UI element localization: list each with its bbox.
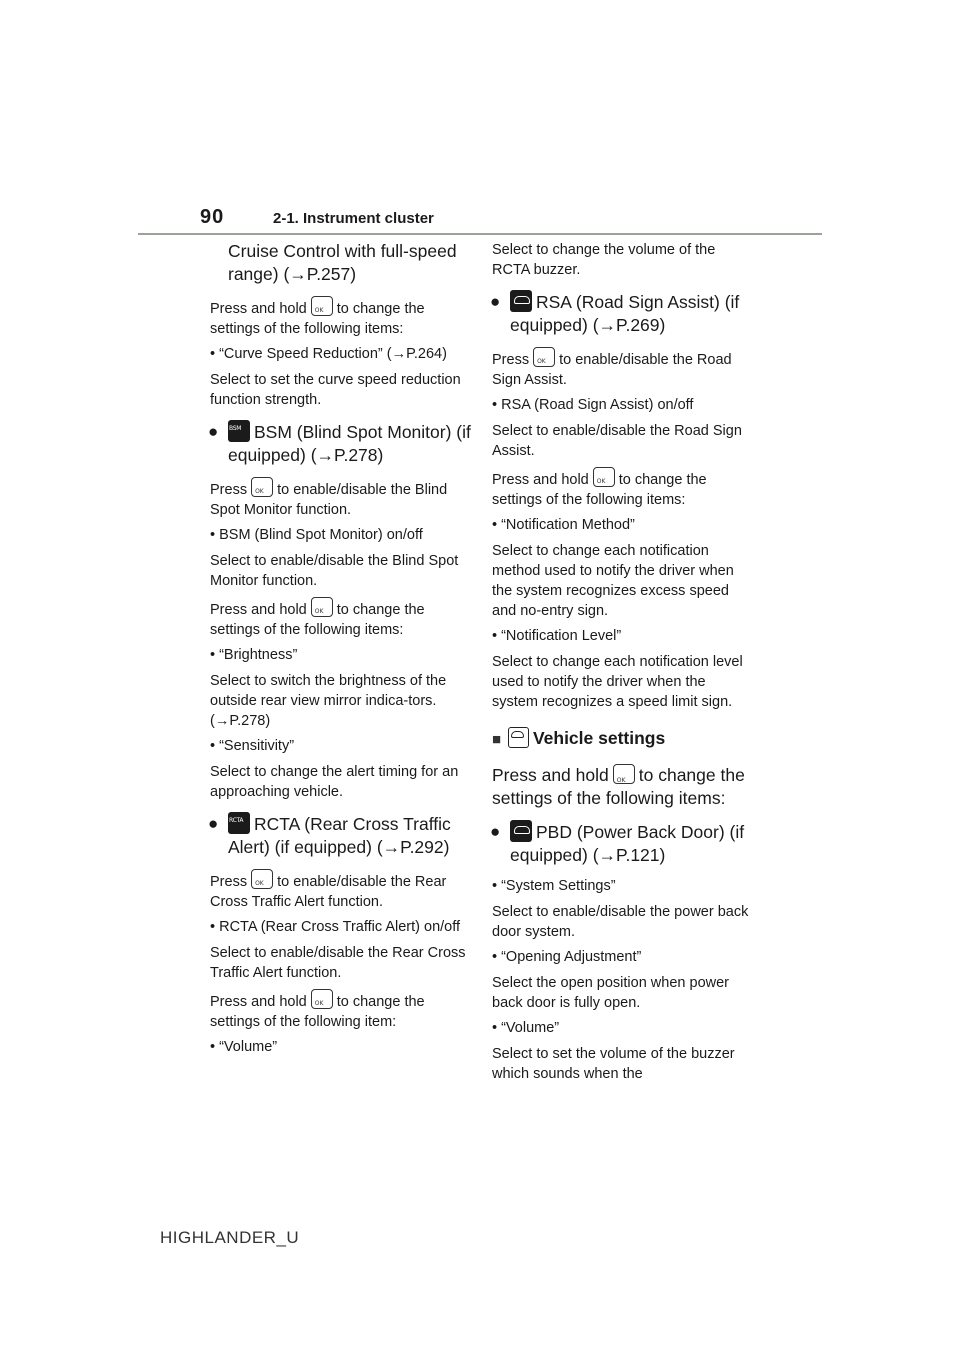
ok-button-icon bbox=[593, 467, 615, 487]
paragraph: PressOK to enable/disable the Rear Cross Traffic Alert function. bbox=[210, 869, 472, 912]
footer-model: HIGHLANDER_U bbox=[160, 1228, 300, 1247]
paragraph: Select to change the volume of the RCTA buzzer. bbox=[492, 242, 716, 278]
bsm-heading: ● BSM BSM (Blind Spot Monitor) (if equipped) (→P.278) bbox=[208, 422, 471, 465]
list-item: • “Volume” bbox=[210, 1039, 278, 1055]
list-item: • “Notification Level” bbox=[492, 628, 622, 644]
list-item: • “System Settings” bbox=[492, 878, 616, 894]
list-item: • “Curve Speed Reduction” (→P.264) bbox=[210, 346, 447, 362]
paragraph: Select to change the alert timing for an approaching vehicle. bbox=[210, 764, 459, 800]
paragraph: Select to switch the brightness of the outside rear view mirror indica-tors. (→P.278) bbox=[210, 673, 447, 729]
paragraph: Select to enable/disable the power back door system. bbox=[492, 904, 749, 940]
ok-button-icon bbox=[251, 869, 273, 889]
paragraph: Select to enable/disable the Rear Cross Traffic Alert function. bbox=[210, 945, 466, 981]
paragraph: Select to change each notification level used to notify the driver when the system recognizes a speed limit sign. bbox=[492, 654, 743, 710]
vehicle-settings-icon bbox=[508, 727, 529, 748]
power-back-door-icon bbox=[510, 820, 532, 842]
list-item: • “Notification Method” bbox=[492, 517, 635, 533]
continued-line-2: range) (→P.257) bbox=[228, 264, 357, 284]
paragraph: Select the open position when power back door is fully open. bbox=[492, 975, 729, 1011]
paragraph: PressOK to enable/disable the Road Sign Assist. bbox=[492, 347, 754, 390]
left-column bbox=[210, 240, 472, 1063]
paragraph: Select to set the curve speed reduction function strength. bbox=[210, 372, 461, 408]
bullet-icon: ● bbox=[208, 422, 219, 441]
paragraph: Press and holdOK to change the settings of the following item: bbox=[210, 989, 472, 1032]
ok-button-icon bbox=[311, 597, 333, 617]
bullet-icon: ● bbox=[208, 814, 219, 833]
list-item: • “Volume” bbox=[492, 1020, 560, 1036]
pbd-heading: ● PBD (Power Back Door) (if equipped) (→P.121) bbox=[490, 822, 745, 865]
vehicle-settings-intro: Press and holdOK to change the settings of the following items: bbox=[492, 764, 754, 810]
continued-line-1: Cruise Control with full-speed bbox=[228, 241, 457, 261]
list-item: • “Sensitivity” bbox=[210, 738, 295, 754]
bsm-icon: BSM bbox=[228, 420, 250, 442]
list-item: • “Brightness” bbox=[210, 647, 298, 663]
paragraph: Select to change each notification method used to notify the driver when the system recognizes excess speed and no-entry sign. bbox=[492, 543, 734, 619]
right-column bbox=[492, 240, 754, 1090]
list-item: • BSM (Blind Spot Monitor) on/off bbox=[210, 527, 423, 543]
ok-button-icon bbox=[251, 477, 273, 497]
ok-button-icon bbox=[311, 296, 333, 316]
ok-button-icon bbox=[311, 989, 333, 1009]
list-item: • “Opening Adjustment” bbox=[492, 949, 642, 965]
rsa-heading: ● RSA (Road Sign Assist) (if equipped) (→P.269) bbox=[490, 292, 740, 335]
paragraph: Select to set the volume of the buzzer which sounds when the bbox=[492, 1046, 735, 1082]
section-square-icon: ■ bbox=[492, 731, 502, 748]
paragraph: Select to enable/disable the Road Sign Assist. bbox=[492, 423, 742, 459]
road-sign-icon bbox=[510, 290, 532, 312]
ok-button-icon bbox=[613, 764, 635, 784]
paragraph: Press and holdOK to change the settings of the following items: bbox=[210, 296, 472, 339]
bullet-icon: ● bbox=[490, 292, 501, 311]
paragraph: PressOK to enable/disable the Blind Spot Monitor function. bbox=[210, 477, 472, 520]
paragraph: Press and holdOK to change the settings of the following items: bbox=[210, 597, 472, 640]
list-item: • RCTA (Rear Cross Traffic Alert) on/off bbox=[210, 919, 461, 935]
continued-heading bbox=[210, 240, 472, 286]
ok-button-icon bbox=[533, 347, 555, 367]
paragraph: Press and holdOK to change the settings of the following items: bbox=[492, 467, 754, 510]
section-title: 2-1. Instrument cluster bbox=[273, 210, 434, 227]
bullet-icon: ● bbox=[490, 822, 501, 841]
header-rule bbox=[138, 233, 822, 235]
vehicle-settings-heading: ■ Vehicle settings bbox=[492, 728, 666, 748]
page-number: 90 bbox=[200, 206, 225, 228]
rcta-icon: RCTA bbox=[228, 812, 250, 834]
list-item: • RSA (Road Sign Assist) on/off bbox=[492, 397, 694, 413]
page-header bbox=[0, 0, 960, 240]
rcta-heading: ● RCTA RCTA (Rear Cross Traffic Alert) (if equipped) (→P.292) bbox=[208, 814, 451, 857]
paragraph: Select to enable/disable the Blind Spot Monitor function. bbox=[210, 553, 459, 589]
